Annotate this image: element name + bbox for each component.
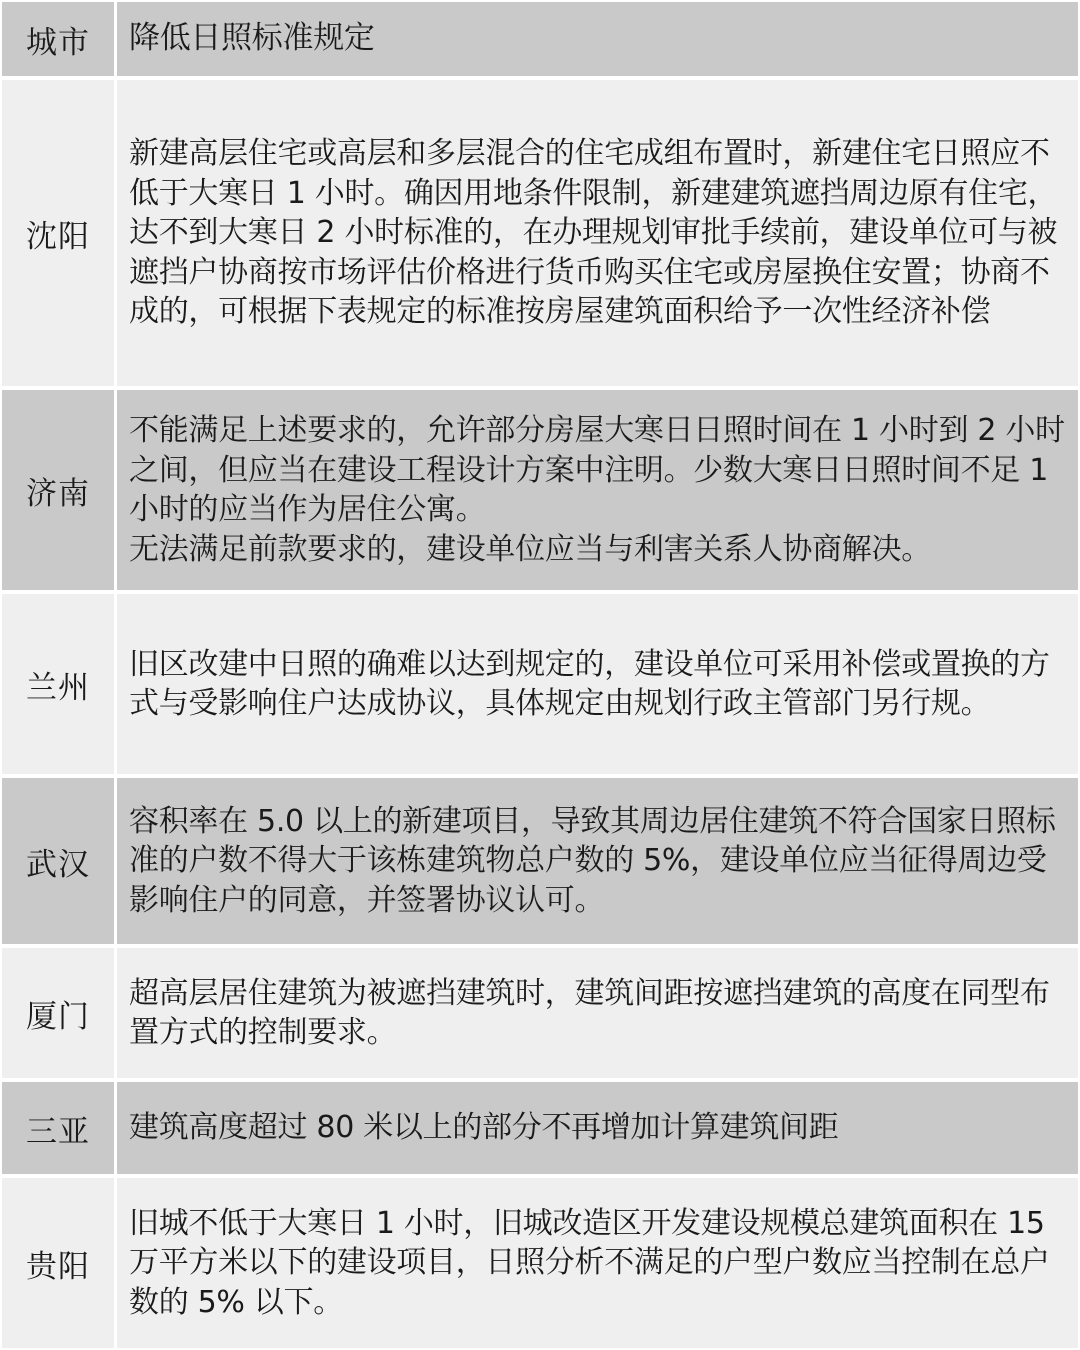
rule-text: 旧区改建中日照的确难以达到规定的，建设单位可采用补偿或置换的方式与受影响住户达成协议，具体规定由规划行政主管部门另行规。 (129, 646, 1050, 721)
header-city-label: 城市 (26, 24, 90, 61)
city-name: 厦门 (26, 998, 90, 1035)
city-cell (2, 594, 114, 774)
rule-cell (117, 390, 1078, 590)
city-name: 三亚 (26, 1113, 90, 1150)
table-row (0, 778, 1080, 944)
city-name: 济南 (26, 475, 90, 512)
rule-text: 容积率在 5.0 以上的新建项目，导致其周边居住建筑不符合国家日照标准的户数不得大于该栋建筑物总户数的 5%，建设单位应当征得周边受影响住户的同意，并签署协议认可。 (129, 803, 1056, 918)
city-name: 沈阳 (26, 218, 90, 255)
rule-cell (117, 1178, 1078, 1348)
rule-text: 旧城不低于大寒日 1 小时，旧城改造区开发建设规模总建筑面积在 15 万平方米以下的建设项目，日照分析不满足的户型户数应当控制在总户数的 5% 以下。 (129, 1205, 1050, 1320)
rule-cell (117, 1082, 1078, 1174)
table-row (0, 390, 1080, 590)
city-cell (2, 80, 114, 386)
rule-text: 建筑高度超过 80 米以上的部分不再增加计算建筑间距 (129, 1110, 839, 1146)
rule-cell (117, 778, 1078, 944)
table-row (0, 1178, 1080, 1348)
table-row (0, 948, 1080, 1078)
table-row (0, 594, 1080, 774)
rule-text: 超高层居住建筑为被遮挡建筑时，建筑间距按遮挡建筑的高度在同型布置方式的控制要求。 (129, 975, 1050, 1050)
rule-text: 无法满足前款要求的，建设单位应当与利害关系人协商解决。 (129, 531, 931, 567)
header-rule-label: 降低日照标准规定 (129, 20, 375, 57)
city-cell (2, 1082, 114, 1174)
header-city-cell (2, 2, 114, 76)
city-name: 兰州 (26, 669, 90, 706)
city-name: 武汉 (26, 846, 90, 883)
rule-cell (117, 594, 1078, 774)
header-rule-cell (117, 2, 1078, 76)
rule-text: 新建高层住宅或高层和多层混合的住宅成组布置时，新建住宅日照应不低于大寒日 1 小时。确因用地条件限制，新建建筑遮挡周边原有住宅，达不到大寒日 2 小时标准的，在办理规划审批手续前，建设单位可与被遮挡户协商按市场评估价格进行货币购买住宅或房屋换住安置；协商不成的，可根据下表规定的标准按房屋建筑面积给予一次性经济补偿 (129, 136, 1058, 330)
city-cell (2, 948, 114, 1078)
city-name: 贵阳 (26, 1248, 90, 1285)
rule-cell (117, 948, 1078, 1078)
city-cell (2, 1178, 114, 1348)
city-cell (2, 390, 114, 590)
city-cell (2, 778, 114, 944)
table-row (0, 1082, 1080, 1174)
table-row (0, 80, 1080, 386)
table-header-row (0, 2, 1080, 76)
rule-text: 不能满足上述要求的，允许部分房屋大寒日日照时间在 1 小时到 2 小时之间，但应当在建设工程设计方案中注明。少数大寒日日照时间不足 1 小时的应当作为居住公寓。 (129, 413, 1065, 527)
rule-cell (117, 80, 1078, 386)
